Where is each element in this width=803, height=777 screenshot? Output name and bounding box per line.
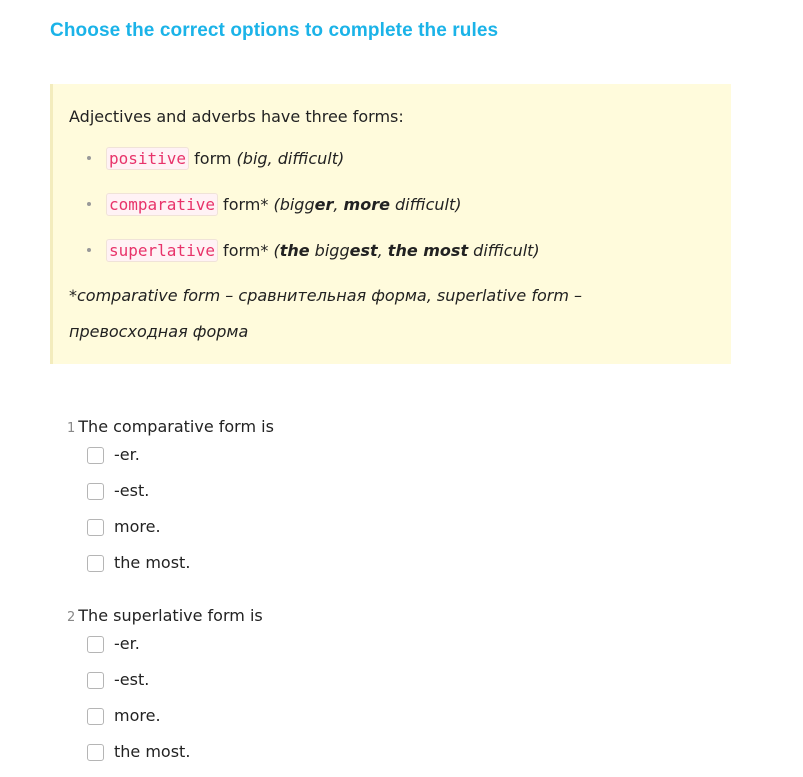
example-text: (bigger, more difficult)	[273, 195, 462, 214]
option[interactable]	[67, 474, 274, 510]
form-word: form*	[217, 195, 274, 214]
page-title: Choose the correct options to complete the rules	[50, 20, 499, 41]
rule-intro: Adjectives and adverbs have three forms:	[69, 107, 404, 126]
option-label[interactable]: -er.	[114, 634, 140, 653]
question-1	[67, 416, 274, 582]
rule-item-content	[106, 192, 462, 218]
rule-item-content	[106, 146, 344, 172]
question-text: The superlative form is	[78, 606, 263, 625]
checkbox[interactable]	[87, 636, 104, 653]
checkbox[interactable]	[87, 483, 104, 500]
checkbox[interactable]	[87, 519, 104, 536]
form-word: form	[189, 149, 237, 168]
option[interactable]	[67, 546, 274, 582]
option[interactable]	[67, 699, 263, 735]
question-number: 2	[67, 610, 76, 625]
bullet-icon	[87, 202, 91, 206]
rule-item-content	[106, 238, 540, 264]
checkbox[interactable]	[87, 708, 104, 725]
form-word: form*	[217, 241, 274, 260]
checkbox[interactable]	[87, 672, 104, 689]
checkbox[interactable]	[87, 744, 104, 761]
option-label[interactable]: -er.	[114, 445, 140, 464]
option-label[interactable]: the most.	[114, 742, 191, 761]
question-2	[67, 605, 263, 771]
question-head	[67, 416, 274, 438]
rule-box	[50, 84, 731, 364]
option[interactable]	[67, 510, 274, 546]
option-label[interactable]: -est.	[114, 481, 150, 500]
footnote: *comparative form – сравнительная форма, superlative form – превосходная форма	[69, 286, 582, 341]
question-number: 1	[67, 421, 76, 436]
option-label[interactable]: more.	[114, 706, 161, 725]
option-label[interactable]: the most.	[114, 553, 191, 572]
example-text: (the biggest, the most difficult)	[273, 241, 540, 260]
option[interactable]	[67, 663, 263, 699]
question-head	[67, 605, 263, 627]
option-label[interactable]: more.	[114, 517, 161, 536]
option[interactable]	[67, 438, 274, 474]
option[interactable]	[67, 735, 263, 771]
term-code: comparative	[106, 193, 218, 216]
term-code: superlative	[106, 239, 218, 262]
bullet-icon	[87, 248, 91, 252]
question-text: The comparative form is	[78, 417, 274, 436]
checkbox[interactable]	[87, 447, 104, 464]
example-text: (big, difficult)	[236, 149, 345, 168]
term-code: positive	[106, 147, 189, 170]
option-label[interactable]: -est.	[114, 670, 150, 689]
bullet-icon	[87, 156, 91, 160]
option[interactable]	[67, 627, 263, 663]
checkbox[interactable]	[87, 555, 104, 572]
